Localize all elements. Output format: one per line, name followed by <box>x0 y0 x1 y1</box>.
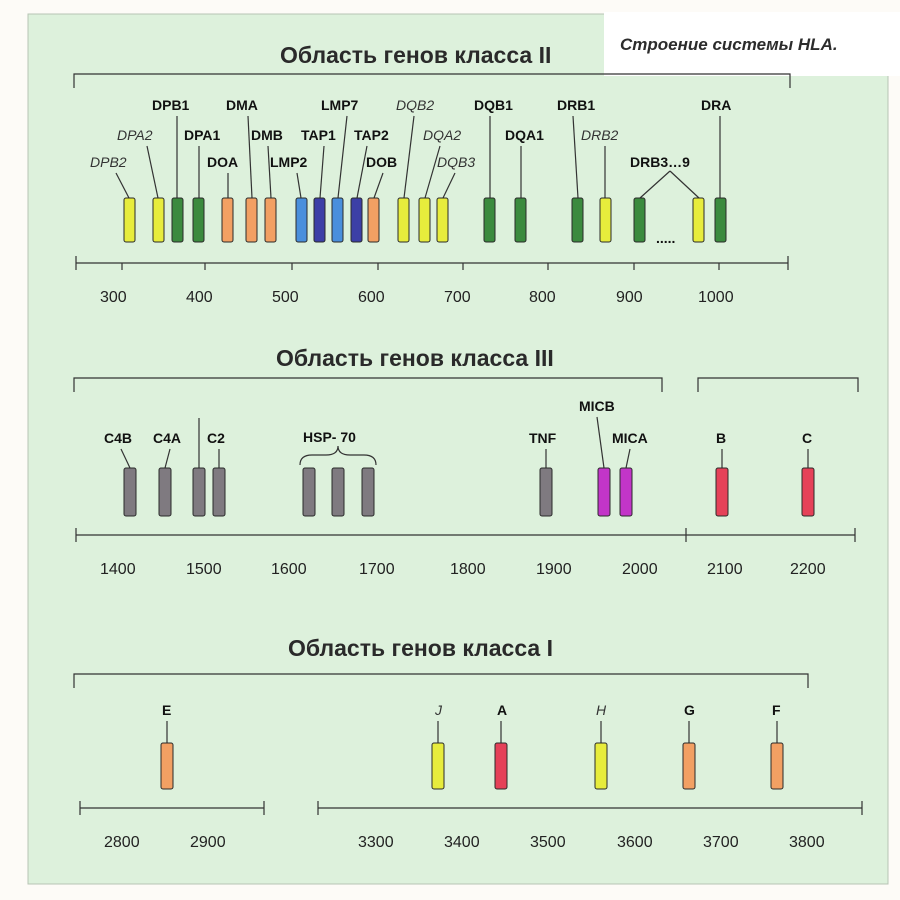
section-title-class-3: Область генов класса III <box>276 345 554 371</box>
gene-label-g: G <box>684 702 695 718</box>
gene-bar-tap2 <box>351 198 362 242</box>
section-title-class-1: Область генов класса I <box>288 635 553 661</box>
gene-bar-dob <box>368 198 379 242</box>
gene-bar-e <box>161 743 173 789</box>
tick-label: 300 <box>100 289 127 306</box>
gene-bar-dra <box>715 198 726 242</box>
tick-label: 600 <box>358 289 385 306</box>
tick-label: 800 <box>529 289 556 306</box>
gene-label-h: H <box>596 702 607 718</box>
gene-bar-c4a <box>159 468 171 516</box>
gene-label-lmp2: LMP2 <box>270 154 308 170</box>
gene-bar-dma <box>246 198 257 242</box>
gene-label-mica: MICA <box>612 430 648 446</box>
gene-bar-dqb1 <box>484 198 495 242</box>
gene-label-dpb2: DPB2 <box>90 154 127 170</box>
gap-marker: ..... <box>656 230 676 246</box>
diagram-panel <box>28 14 888 884</box>
gene-bar-lmp2 <box>296 198 307 242</box>
tick-label: 500 <box>272 289 299 306</box>
gene-label-dqa2: DQA2 <box>423 127 462 143</box>
tick-label: 1700 <box>359 561 395 578</box>
gene-bar-tnf <box>540 468 552 516</box>
gene-bar-mica <box>620 468 632 516</box>
gene-bar-dmb <box>265 198 276 242</box>
gene-bar-j <box>432 743 444 789</box>
tick-label: 3800 <box>789 834 825 851</box>
gene-label-dpa2: DPA2 <box>117 127 153 143</box>
gene-bar-hsp70-1 <box>303 468 315 516</box>
gene-label-dma: DMA <box>226 97 258 113</box>
gene-bar-hsp70-3 <box>362 468 374 516</box>
gene-label-dqb3: DQB3 <box>437 154 476 170</box>
tick-label: 3500 <box>530 834 566 851</box>
gene-label-a: A <box>497 702 508 718</box>
tick-label: 2000 <box>622 561 658 578</box>
gene-label-micb: MICB <box>579 398 615 414</box>
tick-label: 2800 <box>104 834 140 851</box>
gene-label-dqa1: DQA1 <box>505 127 544 143</box>
gene-label-b: B <box>716 430 727 446</box>
gene-label-dqb2: DQB2 <box>396 97 435 113</box>
gene-label-lmp7: LMP7 <box>321 97 359 113</box>
gene-bar-tap1 <box>314 198 325 242</box>
gene-label-dob: DOB <box>366 154 398 170</box>
tick-label: 700 <box>444 289 471 306</box>
gene-label-drb2: DRB2 <box>581 127 619 143</box>
tick-label: 1500 <box>186 561 222 578</box>
gene-bar-c <box>802 468 814 516</box>
gene-label-c: C <box>802 430 813 446</box>
gene-label-dmb: DMB <box>251 127 283 143</box>
ticks-class-1 <box>104 834 825 851</box>
tick-label: 400 <box>186 289 213 306</box>
gene-label-doa: DOA <box>207 154 239 170</box>
gene-bar-drb2 <box>600 198 611 242</box>
tick-label: 1400 <box>100 561 136 578</box>
tick-label: 3700 <box>703 834 739 851</box>
ticks-class-3 <box>100 561 826 578</box>
gene-bar-lmp7 <box>332 198 343 242</box>
tick-label: 2200 <box>790 561 826 578</box>
gene-bar-dqb3 <box>437 198 448 242</box>
tick-label: 3400 <box>444 834 480 851</box>
gene-bar-drb1 <box>572 198 583 242</box>
gene-label-c4b: C4B <box>104 430 133 446</box>
gene-label-c4a: C4A <box>153 430 182 446</box>
tick-label: 1000 <box>698 289 734 306</box>
gene-bar-g <box>683 743 695 789</box>
tick-label: 2100 <box>707 561 743 578</box>
gene-label-dpa1: DPA1 <box>184 127 221 143</box>
gene-bar-b <box>716 468 728 516</box>
gene-bar-dqa1 <box>515 198 526 242</box>
gene-bar-dpa1 <box>193 198 204 242</box>
gene-label-tnf: TNF <box>529 430 557 446</box>
gene-bar-drb-n <box>693 198 704 242</box>
gene-bar-micb <box>598 468 610 516</box>
gene-bar-h <box>595 743 607 789</box>
tick-label: 900 <box>616 289 643 306</box>
gene-bar-drb3 <box>634 198 645 242</box>
gene-label-c2: C2 <box>207 430 225 446</box>
gene-bar-doa <box>222 198 233 242</box>
gene-label-f: F <box>772 702 781 718</box>
tick-label: 2900 <box>190 834 226 851</box>
gene-label-tap2: TAP2 <box>354 127 389 143</box>
gene-label-dpb1: DPB1 <box>152 97 190 113</box>
gene-bar-hsp70-2 <box>332 468 344 516</box>
gene-label-tap1: TAP1 <box>301 127 336 143</box>
gene-label-hsp70: HSP- 70 <box>303 429 356 445</box>
gene-bar-f <box>771 743 783 789</box>
gene-bar-dqb2 <box>398 198 409 242</box>
section-title-class-2: Область генов класса II <box>280 42 552 68</box>
gene-bar-a <box>495 743 507 789</box>
gene-bar-c4b <box>124 468 136 516</box>
gene-bar-dpb1 <box>172 198 183 242</box>
gene-bar-c2-a <box>193 468 205 516</box>
tick-label: 3600 <box>617 834 653 851</box>
gene-label-e: E <box>162 702 172 718</box>
tick-label: 1800 <box>450 561 486 578</box>
gene-bar-dpa2 <box>153 198 164 242</box>
tick-label: 1900 <box>536 561 572 578</box>
gene-label-drb3-9: DRB3…9 <box>630 154 690 170</box>
caption: Строение системы HLA. <box>620 35 838 54</box>
gene-bar-c2 <box>213 468 225 516</box>
gene-bar-dqa2 <box>419 198 430 242</box>
gene-label-drb1: DRB1 <box>557 97 596 113</box>
tick-label: 1600 <box>271 561 307 578</box>
gene-label-dqb1: DQB1 <box>474 97 513 113</box>
tick-label: 3300 <box>358 834 394 851</box>
gene-label-j: J <box>435 702 442 718</box>
gene-label-dra: DRA <box>701 97 732 113</box>
gene-bar-dpb2 <box>124 198 135 242</box>
